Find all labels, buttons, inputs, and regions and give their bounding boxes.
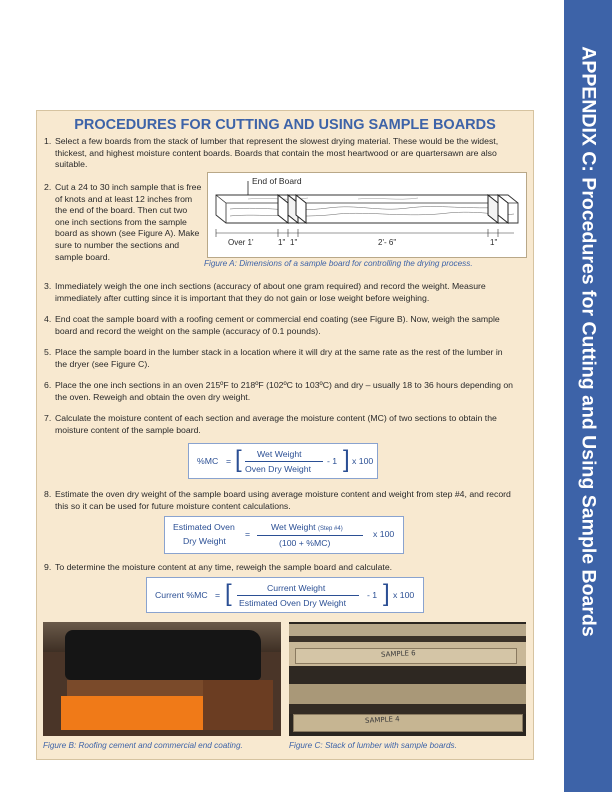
formula-lhs: Current %MC [155,590,208,600]
appendix-title: APPENDIX C: Procedures for Cutting and Using Sample Boards [577,46,600,637]
formula-oven-dry-weight [164,516,404,554]
formula-numerator: Current Weight [267,583,326,593]
sample-4-label: SAMPLE 4 [364,715,400,725]
formula-mc [188,443,378,479]
sample-6-label: SAMPLE 6 [380,649,416,659]
fraction-bar [245,461,323,462]
dim-1in-b: 1" [290,238,298,247]
figure-c-photo [289,622,526,736]
sticker-gap [289,704,526,714]
step-number: 4. [44,314,52,324]
formula-lhs-line2: Dry Weight [183,536,226,546]
formula-denominator: (100 + %MC) [279,538,331,548]
figure-c-caption: Figure C: Stack of lumber with sample boards. [289,741,457,750]
step-number: 5. [44,347,52,357]
dim-1in-a: 1" [278,238,286,247]
figure-b-photo [43,622,281,736]
sticker-gap [289,666,526,684]
bracket-left: [ [225,580,232,607]
numerator-note: (Step #4) [318,526,343,532]
step-text: Place the sample board in the lumber stack in a location where it will dry at the same rate as the rest of the lumber in the dryer (see Figure C). [55,347,503,369]
formula-minus-one: - 1 [367,590,378,600]
formula-minus-one: - 1 [327,456,338,466]
lumber-layer-3 [289,684,526,704]
formula-denominator: Oven Dry Weight [245,464,311,474]
step-text: Cut a 24 to 30 inch sample that is free of knots and at least 12 inches from the end of the board. Then cut two one inch sections from the sample board as shown (see Figure A). Make sure to number the sections and sample board. [55,182,202,262]
lumber-layer-1 [289,624,526,636]
page-title: PROCEDURES FOR CUTTING AND USING SAMPLE BOARDS [74,117,496,133]
figure-a-diagram [207,172,527,258]
formula-times: x 100 [352,456,374,466]
sample-board-bottom [293,714,523,732]
formula-lhs: %MC [197,456,219,466]
step-text: Select a few boards from the stack of lumber that represent the slowest drying material. These would be the widest, thickest, and highest moisture content boards. Boards that contain the most heartwood or are quartersawn are also suitable. [55,136,499,170]
formula-equals: = [245,529,251,539]
formula-times: x 100 [373,529,395,539]
step-text: Immediately weigh the one inch sections (accuracy of about one gram required) and record the weight. Measure immediately after cutting since it is important that they do not gain or lose weight before weighing. [55,281,486,303]
formula-equals: = [215,590,221,600]
step-text: Calculate the moisture content of each section and average the moisture content (MC) of two sections to obtain the moisture content of the sample board. [55,413,497,435]
numerator-text: Wet Weight [271,522,316,532]
roofing-cement-block [65,630,261,680]
formula-equals: = [226,456,232,466]
bracket-left: [ [235,446,242,473]
formula-denominator: Estimated Oven Dry Weight [239,598,347,608]
figure-b-caption: Figure B: Roofing cement and commercial end coating. [43,741,243,750]
step-number: 7. [44,413,52,423]
step-text: Place the one inch sections in an oven 215ºF to 218ºF (102ºC to 103ºC) and dry – usually 18 to 36 hours depending on the oven. Reweigh and obtain the oven dry weight. [55,380,513,402]
step-number: 3. [44,281,52,291]
dim-2ft-6in: 2'- 6" [378,238,397,247]
fraction-bar [257,535,363,536]
formula-numerator [271,522,343,532]
step-text: Estimate the oven dry weight of the sample board using average moisture content and weight from step #4, and record this so it can be used for future moisture content calculations. [55,489,511,511]
step-text: End coat the sample board with a roofing cement or commercial end coating (see Figure B). Now, weigh the sample board and record the weight on the sample (accuracy of 0.1 pounds). [55,314,500,336]
dim-over-1ft: Over 1' [228,238,254,247]
dim-1in-c: 1" [490,238,498,247]
wood-board-side [203,680,273,730]
formula-times: x 100 [393,590,415,600]
formula-numerator: Wet Weight [257,449,302,459]
formula-current-mc [146,577,424,613]
step-text: To determine the moisture content at any time, reweigh the sample board and calculate. [55,562,393,572]
bracket-right: ] [383,580,390,607]
bracket-right: ] [343,446,350,473]
step-number: 1. [44,136,52,146]
figure-a-caption: Figure A: Dimensions of a sample board for controlling the drying process. [204,259,473,268]
step-number: 2. [44,182,52,192]
step-number: 8. [44,489,52,499]
step-number: 6. [44,380,52,390]
end-of-board-label: End of Board [252,176,302,186]
step-number: 9. [44,562,52,572]
formula-lhs-line1: Estimated Oven [173,522,235,532]
fraction-bar [237,595,359,596]
